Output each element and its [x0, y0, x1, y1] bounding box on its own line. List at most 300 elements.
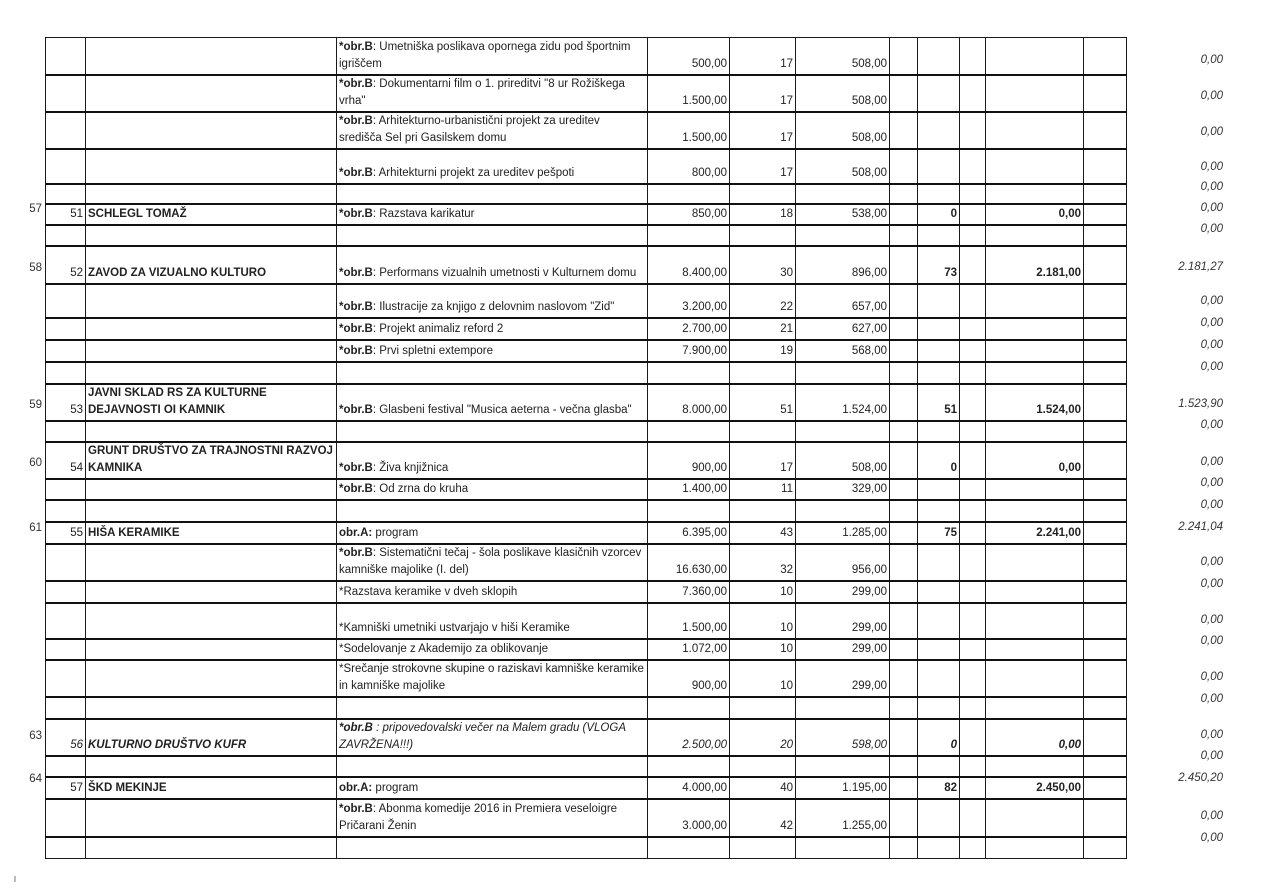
table-row [46, 362, 1127, 384]
blank-cell [1084, 362, 1127, 384]
entry-number [46, 479, 86, 500]
points [730, 697, 796, 719]
form-type-label: obr.A: [339, 526, 373, 539]
computed-amount: 0,00 [1200, 126, 1223, 138]
table-row [46, 479, 1127, 500]
points [730, 522, 796, 544]
blank-cell [890, 660, 918, 697]
blank-cell [960, 719, 986, 756]
awarded-amount [986, 246, 1084, 284]
point-value [796, 318, 890, 340]
project-description [337, 318, 648, 340]
awarded-amount [986, 225, 1084, 246]
awarded-points [918, 777, 960, 799]
project-description [337, 384, 648, 421]
requested-amount-text: 8.000,00 [682, 403, 727, 416]
points [730, 225, 796, 246]
table-row [46, 837, 1127, 859]
entry-number [46, 719, 86, 756]
blank-cell [960, 544, 986, 581]
entry-number [46, 112, 86, 149]
blank-cell [1084, 204, 1127, 225]
project-description-text: *Srečanje strokovne skupine o raziskavi kamniške keramike in kamniške majolike [339, 662, 644, 692]
form-type-label: *obr.B [339, 721, 373, 734]
blank-cell [960, 500, 986, 522]
blank-cell [890, 184, 918, 204]
blank-cell [960, 384, 986, 421]
blank-cell [960, 777, 986, 799]
requested-amount [648, 719, 730, 756]
points [730, 660, 796, 697]
points [730, 639, 796, 660]
blank-cell [890, 581, 918, 603]
blank-cell [960, 112, 986, 149]
entry-number [46, 38, 86, 75]
blank-cell [890, 318, 918, 340]
table-row [46, 442, 1127, 479]
awarded-points-text: 0 [950, 461, 957, 474]
points-text: 43 [780, 526, 793, 539]
table-row [46, 421, 1127, 442]
point-value [796, 756, 890, 777]
blank-cell [1084, 384, 1127, 421]
project-description-text: : pripovedovalski večer na Malem gradu (VLOGA ZAVRŽENA!!!) [339, 721, 626, 751]
form-type-label: *obr.B [339, 322, 373, 335]
awarded-points [918, 340, 960, 362]
entry-number [46, 246, 86, 284]
applicant-name [86, 719, 337, 756]
awarded-amount [986, 38, 1084, 75]
blank-cell [890, 149, 918, 184]
point-value [796, 362, 890, 384]
point-value [796, 384, 890, 421]
requested-amount-text: 1.072,00 [682, 642, 727, 655]
points-text: 17 [780, 461, 793, 474]
points [730, 204, 796, 225]
awarded-points-text: 0 [950, 738, 957, 751]
awarded-points [918, 522, 960, 544]
project-description-text: program [372, 781, 419, 794]
computed-amount: 0,00 [1200, 729, 1223, 741]
form-type-label: *obr.B [339, 40, 373, 53]
blank-cell [960, 603, 986, 639]
awarded-points-text: 82 [944, 781, 957, 794]
applicant-name [86, 204, 337, 225]
blank-cell [890, 204, 918, 225]
applicant-name-text: GRUNT DRUŠTVO ZA TRAJNOSTNI RAZVOJ KAMNIKA [88, 444, 333, 474]
computed-amount: 0,00 [1200, 223, 1223, 235]
awarded-amount [986, 149, 1084, 184]
awarded-amount-text: 2.181,00 [1036, 266, 1081, 279]
entry-number [46, 184, 86, 204]
blank-cell [1084, 340, 1127, 362]
project-description [337, 75, 648, 112]
computed-amount: 0,00 [1200, 671, 1223, 683]
blank-cell [960, 660, 986, 697]
points-text: 19 [780, 344, 793, 357]
requested-amount [648, 837, 730, 859]
awarded-amount-text: 0,00 [1058, 461, 1081, 474]
computed-amount: 0,00 [1200, 361, 1223, 373]
applicant-name [86, 639, 337, 660]
project-description [337, 837, 648, 859]
applicant-name [86, 756, 337, 777]
entry-number [46, 284, 86, 318]
table-row [46, 756, 1127, 777]
awarded-points-text: 51 [944, 403, 957, 416]
form-type-label: *obr.B [339, 546, 373, 559]
entry-number [46, 204, 86, 225]
requested-amount [648, 384, 730, 421]
applicant-name [86, 442, 337, 479]
computed-amount: 0,00 [1200, 556, 1223, 568]
requested-amount-text: 1.500,00 [682, 131, 727, 144]
form-type-label: *obr.B [339, 482, 373, 495]
form-type-label: *obr.B [339, 77, 373, 90]
applicant-name [86, 318, 337, 340]
entry-number [46, 777, 86, 799]
applicant-name-text: HIŠA KERAMIKE [88, 526, 180, 539]
table-row [46, 799, 1127, 837]
project-description-text: : Razstava karikatur [372, 207, 475, 220]
applicant-name [86, 777, 337, 799]
blank-cell [1084, 581, 1127, 603]
table-row [46, 697, 1127, 719]
point-value-text: 568,00 [851, 344, 887, 357]
awarded-amount [986, 112, 1084, 149]
project-description-text: : Ilustracije za knjigo z delovnim naslovom "Zid" [372, 300, 615, 313]
awarded-amount-text: 2.450,00 [1036, 781, 1081, 794]
project-description-text: : Umetniška poslikava opornega zidu pod športnim igriščem [339, 40, 631, 70]
point-value [796, 284, 890, 318]
blank-cell [960, 225, 986, 246]
awarded-points [918, 246, 960, 284]
entry-number-text: 53 [70, 403, 83, 416]
points [730, 362, 796, 384]
requested-amount [648, 362, 730, 384]
blank-cell [960, 756, 986, 777]
points [730, 777, 796, 799]
applicant-name [86, 837, 337, 859]
table-row [46, 522, 1127, 544]
table-row [46, 660, 1127, 697]
point-value [796, 38, 890, 75]
requested-amount [648, 799, 730, 837]
form-type-label: *obr.B [339, 802, 373, 815]
entry-number [46, 581, 86, 603]
applicant-name [86, 522, 337, 544]
requested-amount [648, 479, 730, 500]
outer-row-number: 63 [29, 730, 42, 742]
computed-amount: 0,00 [1200, 419, 1223, 431]
awarded-amount [986, 75, 1084, 112]
awarded-amount [986, 837, 1084, 859]
entry-number [46, 837, 86, 859]
points [730, 421, 796, 442]
project-description [337, 225, 648, 246]
requested-amount [648, 38, 730, 75]
blank-cell [960, 184, 986, 204]
points-text: 10 [780, 585, 793, 598]
awarded-amount [986, 603, 1084, 639]
computed-amount: 0,00 [1200, 750, 1223, 762]
points-text: 32 [780, 563, 793, 576]
points-text: 17 [780, 94, 793, 107]
points [730, 318, 796, 340]
awarded-points [918, 112, 960, 149]
computed-amount: 2.181,27 [1178, 261, 1223, 273]
point-value-text: 299,00 [851, 679, 887, 692]
entry-number [46, 384, 86, 421]
project-description-text: : Arhitekturno-urbanistični projekt za ureditev središča Sel pri Gasilskem domu [339, 114, 600, 144]
awarded-amount [986, 697, 1084, 719]
blank-cell [960, 204, 986, 225]
awarded-points [918, 184, 960, 204]
blank-cell [1084, 149, 1127, 184]
point-value [796, 719, 890, 756]
form-type-label: *obr.B [339, 403, 373, 416]
entry-number [46, 75, 86, 112]
points [730, 384, 796, 421]
computed-amount: 0,00 [1200, 54, 1223, 66]
awarded-amount [986, 384, 1084, 421]
requested-amount-text: 4.000,00 [682, 781, 727, 794]
project-description [337, 246, 648, 284]
blank-cell [890, 340, 918, 362]
table-row [46, 112, 1127, 149]
points-text: 10 [780, 621, 793, 634]
point-value-text: 508,00 [851, 94, 887, 107]
awarded-amount [986, 500, 1084, 522]
applicant-name [86, 184, 337, 204]
table-row [46, 544, 1127, 581]
awarded-amount [986, 581, 1084, 603]
entry-number [46, 225, 86, 246]
applicant-name [86, 697, 337, 719]
requested-amount [648, 184, 730, 204]
points-text: 18 [780, 207, 793, 220]
form-type-label: obr.A: [339, 781, 373, 794]
outer-row-number: 64 [29, 773, 42, 785]
project-description [337, 362, 648, 384]
applicant-name [86, 340, 337, 362]
blank-cell [1084, 799, 1127, 837]
blank-cell [1084, 184, 1127, 204]
project-description-text: : Dokumentarni film o 1. prireditvi "8 ur Rožiškega vrha" [339, 77, 625, 107]
point-value-text: 538,00 [851, 207, 887, 220]
points [730, 284, 796, 318]
points [730, 603, 796, 639]
awarded-points [918, 756, 960, 777]
point-value [796, 639, 890, 660]
blank-cell [1084, 756, 1127, 777]
computed-amount: 2.450,20 [1178, 772, 1223, 784]
computed-amount: 0,00 [1200, 202, 1223, 214]
table-row [46, 149, 1127, 184]
requested-amount-text: 2.700,00 [682, 322, 727, 335]
table-row [46, 384, 1127, 421]
awarded-amount [986, 639, 1084, 660]
entry-number [46, 149, 86, 184]
computed-amount: 0,00 [1200, 161, 1223, 173]
entry-number [46, 318, 86, 340]
blank-cell [1084, 837, 1127, 859]
requested-amount-text: 16.630,00 [675, 563, 727, 576]
computed-amount: 0,00 [1200, 635, 1223, 647]
applicant-name [86, 479, 337, 500]
computed-amount: 0,00 [1200, 832, 1223, 844]
entry-number-text: 52 [70, 266, 83, 279]
project-description-text: *Razstava keramike v dveh sklopih [339, 585, 518, 598]
applicant-name [86, 581, 337, 603]
project-description [337, 660, 648, 697]
table-row [46, 603, 1127, 639]
blank-cell [960, 318, 986, 340]
blank-cell [1084, 697, 1127, 719]
awarded-points-text: 73 [944, 266, 957, 279]
requested-amount-text: 1.500,00 [682, 621, 727, 634]
table-row [46, 500, 1127, 522]
awarded-amount-text: 0,00 [1058, 738, 1081, 751]
point-value-text: 299,00 [851, 585, 887, 598]
computed-amount: 0,00 [1200, 90, 1223, 102]
computed-amount: 0,00 [1200, 477, 1223, 489]
requested-amount [648, 522, 730, 544]
requested-amount-text: 1.500,00 [682, 94, 727, 107]
form-type-label: *obr.B [339, 461, 373, 474]
awarded-amount [986, 340, 1084, 362]
project-description [337, 204, 648, 225]
computed-amount: 0,00 [1200, 499, 1223, 511]
points [730, 246, 796, 284]
point-value-text: 299,00 [851, 621, 887, 634]
points-text: 22 [780, 300, 793, 313]
blank-cell [1084, 777, 1127, 799]
points-text: 10 [780, 642, 793, 655]
point-value-text: 508,00 [851, 166, 887, 179]
awarded-points [918, 442, 960, 479]
points-text: 17 [780, 166, 793, 179]
table-row [46, 639, 1127, 660]
point-value [796, 697, 890, 719]
requested-amount [648, 660, 730, 697]
blank-cell [890, 38, 918, 75]
project-description-text: : Prvi spletni extempore [372, 344, 494, 357]
points [730, 581, 796, 603]
project-description [337, 799, 648, 837]
table-row [46, 318, 1127, 340]
requested-amount [648, 777, 730, 799]
table-row [46, 284, 1127, 318]
points-text: 21 [780, 322, 793, 335]
awarded-points [918, 719, 960, 756]
project-description-text: : Projekt animaliz reford 2 [372, 322, 504, 335]
points-text: 10 [780, 679, 793, 692]
applicant-name [86, 799, 337, 837]
project-description-text: *Kamniški umetniki ustvarjajo v hiši Keramike [339, 621, 570, 634]
awarded-points [918, 660, 960, 697]
table-row [46, 204, 1127, 225]
point-value [796, 246, 890, 284]
awarded-amount [986, 756, 1084, 777]
points [730, 184, 796, 204]
points [730, 442, 796, 479]
awarded-points [918, 149, 960, 184]
requested-amount [648, 246, 730, 284]
requested-amount [648, 442, 730, 479]
blank-cell [960, 75, 986, 112]
points [730, 756, 796, 777]
requested-amount-text: 900,00 [691, 679, 727, 692]
awarded-points [918, 581, 960, 603]
point-value-text: 299,00 [851, 642, 887, 655]
awarded-points-text: 75 [944, 526, 957, 539]
table-row [46, 719, 1127, 756]
blank-cell [960, 522, 986, 544]
project-description [337, 284, 648, 318]
computed-amount: 0,00 [1200, 317, 1223, 329]
points [730, 479, 796, 500]
blank-cell [1084, 38, 1127, 75]
requested-amount [648, 639, 730, 660]
computed-amount: 0,00 [1200, 614, 1223, 626]
requested-amount [648, 581, 730, 603]
requested-amount-text: 8.400,00 [682, 266, 727, 279]
blank-cell [960, 149, 986, 184]
requested-amount [648, 697, 730, 719]
blank-cell [960, 697, 986, 719]
blank-cell [960, 442, 986, 479]
requested-amount-text: 3.200,00 [682, 300, 727, 313]
requested-amount-text: 7.360,00 [682, 585, 727, 598]
blank-cell [960, 340, 986, 362]
table-row [46, 246, 1127, 284]
requested-amount [648, 421, 730, 442]
blank-cell [890, 421, 918, 442]
blank-cell [1084, 318, 1127, 340]
blank-cell [890, 756, 918, 777]
applicant-name [86, 500, 337, 522]
form-type-label: *obr.B [339, 114, 373, 127]
blank-cell [890, 697, 918, 719]
project-description [337, 38, 648, 75]
applicant-name [86, 38, 337, 75]
point-value [796, 799, 890, 837]
table-row [46, 75, 1127, 112]
blank-cell [890, 639, 918, 660]
blank-cell [1084, 225, 1127, 246]
blank-cell [960, 837, 986, 859]
form-type-label: *obr.B [339, 344, 373, 357]
points [730, 112, 796, 149]
requested-amount-text: 900,00 [691, 461, 727, 474]
entry-number [46, 660, 86, 697]
requested-amount [648, 500, 730, 522]
blank-cell [960, 362, 986, 384]
awarded-amount [986, 318, 1084, 340]
point-value-text: 1.255,00 [842, 819, 887, 832]
points-text: 42 [780, 819, 793, 832]
applicant-name [86, 75, 337, 112]
requested-amount [648, 340, 730, 362]
entry-number-text: 51 [70, 207, 83, 220]
awarded-points [918, 421, 960, 442]
points [730, 75, 796, 112]
outer-row-number: 59 [29, 399, 42, 411]
requested-amount [648, 112, 730, 149]
project-description-text: : Živa knjižnica [372, 461, 449, 474]
point-value [796, 204, 890, 225]
